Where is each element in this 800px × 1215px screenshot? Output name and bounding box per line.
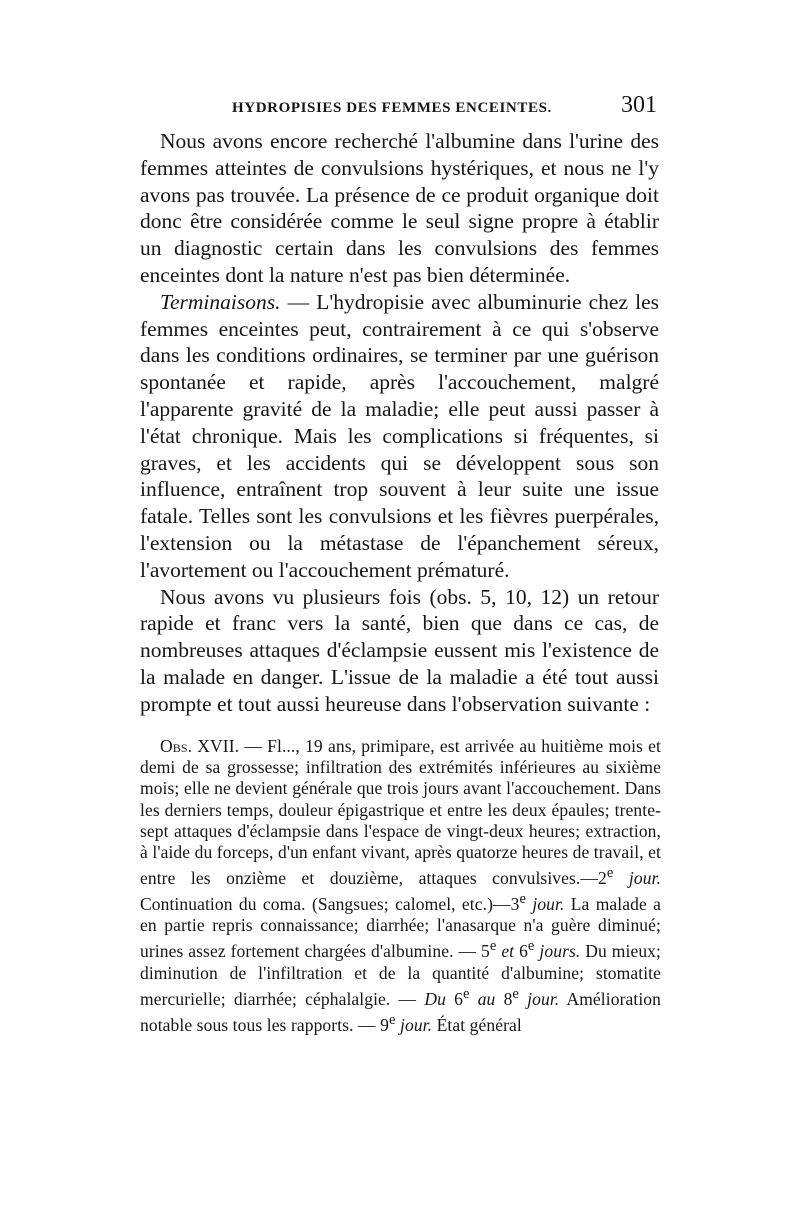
- obs-text-3: La malade a en partie repris connaissance; diarrhée; l'anasarque n'a guère diminué; urines assez fortement chargées d'albumine. — 5: [140, 894, 662, 962]
- observation-text: [140, 736, 661, 1036]
- obs-text-7: 8: [503, 988, 513, 1009]
- obs-text-5: Du mieux; diminution de l'infiltration et de la quantité d'albumine; stomatite mercurielle; diarrhée; céphalalgie. —: [140, 941, 661, 1009]
- observation-paragraph: [140, 736, 661, 1036]
- observation-label: Obs. XVII.: [160, 736, 240, 756]
- obs-sup-2: e: [519, 891, 527, 908]
- main-text: [140, 128, 659, 718]
- obs-text-4: 6: [519, 941, 528, 962]
- section-heading-terminaisons: Terminaisons.: [160, 289, 281, 314]
- page-number: 301: [621, 92, 657, 118]
- obs-text-8: Amélioration notable sous tous les rapports. — 9: [140, 988, 661, 1035]
- running-title: HYDROPISIES DES FEMMES ENCEINTES.: [232, 100, 552, 116]
- page-header: [140, 92, 660, 124]
- obs-sup-1: e: [606, 865, 614, 882]
- obs-sup-4: e: [527, 938, 535, 955]
- obs-italic-4: jours.: [534, 941, 581, 962]
- obs-sup-3: e: [489, 938, 497, 955]
- obs-italic-6: au: [469, 988, 504, 1009]
- obs-italic-5: Du: [424, 988, 455, 1009]
- obs-text-1: — Fl..., 19 ans, primipare, est arrivée au huitième mois et demi de sa grossesse; infiltration des extrémités inférieures au sixième mois; elle ne devient générale que trois jours avant l'accouchement. Dans les derniers temps, douleur épigastrique et entre les deux épaules; trente-sept attaques d'éclampsie dans l'espace de vingt-deux heures; extraction, à l'aide du forceps, d'un enfant vivant, après quatorze heures de travail, et entre les onzième et douzième, attaques convulsives.—2: [140, 736, 662, 889]
- obs-sup-5: e: [462, 985, 470, 1002]
- obs-text-2: Continuation du coma. (Sangsues; calomel, etc.)—3: [140, 894, 520, 915]
- obs-italic-3: et: [496, 941, 520, 962]
- obs-italic-2: jour.: [526, 894, 565, 915]
- obs-sup-7: e: [388, 1011, 396, 1028]
- paragraph-terminaisons-text: — L'hydropisie avec albuminurie chez les femmes enceintes peut, contrairement à ce qui s'observe dans les conditions ordinaires, se terminer par une guérison spontanée et rapide, après l'accouchement, malgré l'apparente gravité de la maladie; elle peut aussi passer à l'état chronique. Mais les complications si fréquentes, si graves, et les accidents qui se développent sous son influence, entraînent trop souvent à leur suite une issue fatale. Telles sont les convulsions et les fièvres puerpérales, l'extension ou la métastase de l'épanchement séreux, l'avortement ou l'accouchement prématuré.: [140, 289, 659, 582]
- paragraph-albumine: Nous avons encore recherché l'albumine dans l'urine des femmes atteintes de convulsions hystériques, et nous ne l'y avons pas trouvée. La présence de ce produit organique doit donc être considérée comme le seul signe propre à établir un diagnostic certain dans les convulsions des femmes enceintes dont la nature n'est pas bien déterminée.: [140, 129, 659, 287]
- obs-text-9: État général: [432, 1014, 522, 1035]
- obs-text-6: 6: [454, 988, 463, 1009]
- paragraph-terminaisons: [140, 289, 659, 584]
- paragraph-retour: Nous avons vu plusieurs fois (obs. 5, 10, 12) un retour rapide et franc vers la santé, bien que dans ce cas, de nombreuses attaques d'éclampsie eussent mis l'existence de la malade en danger. L'issue de la maladie a été tout aussi prompte et tout aussi heureuse dans l'observation suivante :: [140, 584, 659, 716]
- obs-italic-1: jour.: [613, 868, 661, 889]
- obs-italic-7: jour.: [519, 988, 560, 1009]
- obs-sup-6: e: [512, 985, 519, 1002]
- obs-italic-8: jour.: [395, 1014, 433, 1035]
